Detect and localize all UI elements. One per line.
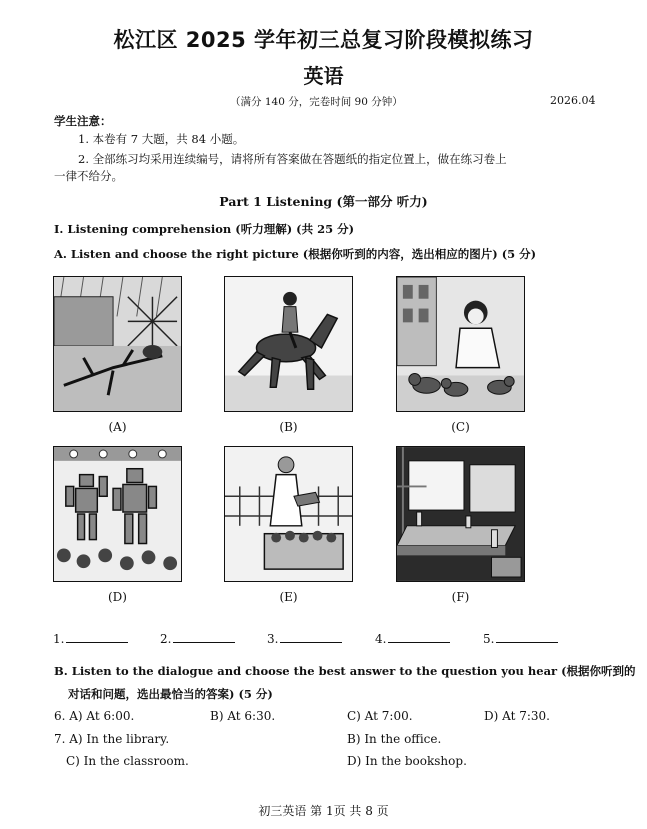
horse-rider-icon — [225, 277, 352, 411]
blank-number: 2. — [160, 632, 172, 646]
notice-item: 1. 本卷有 7 大题，共 84 小题。 — [78, 132, 245, 146]
q6-option-a[interactable]: 6. A) At 6:00. — [54, 709, 135, 723]
picture-label: (E) — [279, 590, 298, 604]
q6-option-c[interactable]: C) At 7:00. — [347, 709, 413, 723]
picture-b — [224, 276, 353, 412]
picture-label: (F) — [451, 590, 470, 604]
notice-item: 2. 全部练习均采用连续编号，请将所有答案做在答题纸的指定位置上，做在练习卷上 — [78, 152, 507, 166]
blank-number: 3. — [267, 632, 279, 646]
q7-option-a[interactable]: 7. A) In the library. — [54, 732, 170, 746]
section-b-instruction: B. Listen to the dialogue and choose the best answer to the question you hear (根据你听到的 — [54, 664, 636, 678]
page-footer: 初三英语 第 1页 共 8 页 — [258, 804, 389, 818]
q6-option-b[interactable]: B) At 6:30. — [210, 709, 276, 723]
storm-fallen-tree-icon — [54, 277, 181, 411]
exam-date: 2026.04 — [550, 94, 596, 107]
answer-blank-3[interactable] — [267, 632, 342, 646]
picture-c — [396, 276, 525, 412]
q6-option-d[interactable]: D) At 7:30. — [484, 709, 550, 723]
section-b-instruction: 对话和问题，选出最恰当的答案) (5 分) — [68, 687, 273, 701]
notice-item: 一律不给分。 — [54, 169, 123, 183]
picture-label: (C) — [451, 420, 470, 434]
section-a-instruction: A. Listen and choose the right picture (根据你听到的内容，选出相应的图片) (5 分) — [54, 247, 537, 261]
picture-label: (B) — [279, 420, 298, 434]
blank-number: 5. — [483, 632, 495, 646]
notice-heading: 学生注意： — [54, 114, 112, 128]
answer-blank-5[interactable] — [483, 632, 558, 646]
picture-f — [396, 446, 525, 582]
q7-option-b[interactable]: B) In the office. — [347, 732, 442, 746]
part-title: Part 1 Listening (第一部分 听力) — [219, 194, 428, 209]
picture-e — [224, 446, 353, 582]
picture-a — [53, 276, 182, 412]
girl-watering-garden-icon — [225, 447, 352, 581]
dancing-robots-icon — [54, 447, 181, 581]
answer-blank-2[interactable] — [160, 632, 235, 646]
blank-number: 4. — [375, 632, 387, 646]
q7-option-d[interactable]: D) In the bookshop. — [347, 754, 467, 768]
answer-blank-4[interactable] — [375, 632, 450, 646]
girl-feeding-cats-icon — [397, 277, 524, 411]
q7-option-c[interactable]: C) In the classroom. — [66, 754, 189, 768]
picture-d — [53, 446, 182, 582]
picture-label: (A) — [108, 420, 127, 434]
exam-info: （满分 140 分，完卷时间 90 分钟） — [230, 96, 403, 108]
blank-number: 1. — [53, 632, 65, 646]
exam-title: 松江区 2025 学年初三总复习阶段模拟练习 — [113, 28, 534, 52]
picture-label: (D) — [108, 590, 127, 604]
subject-title: 英语 — [303, 64, 344, 88]
stage-setup-icon — [397, 447, 524, 581]
section-i-heading: I. Listening comprehension (听力理解) (共 25 分) — [54, 222, 355, 236]
answer-blank-1[interactable] — [53, 632, 128, 646]
